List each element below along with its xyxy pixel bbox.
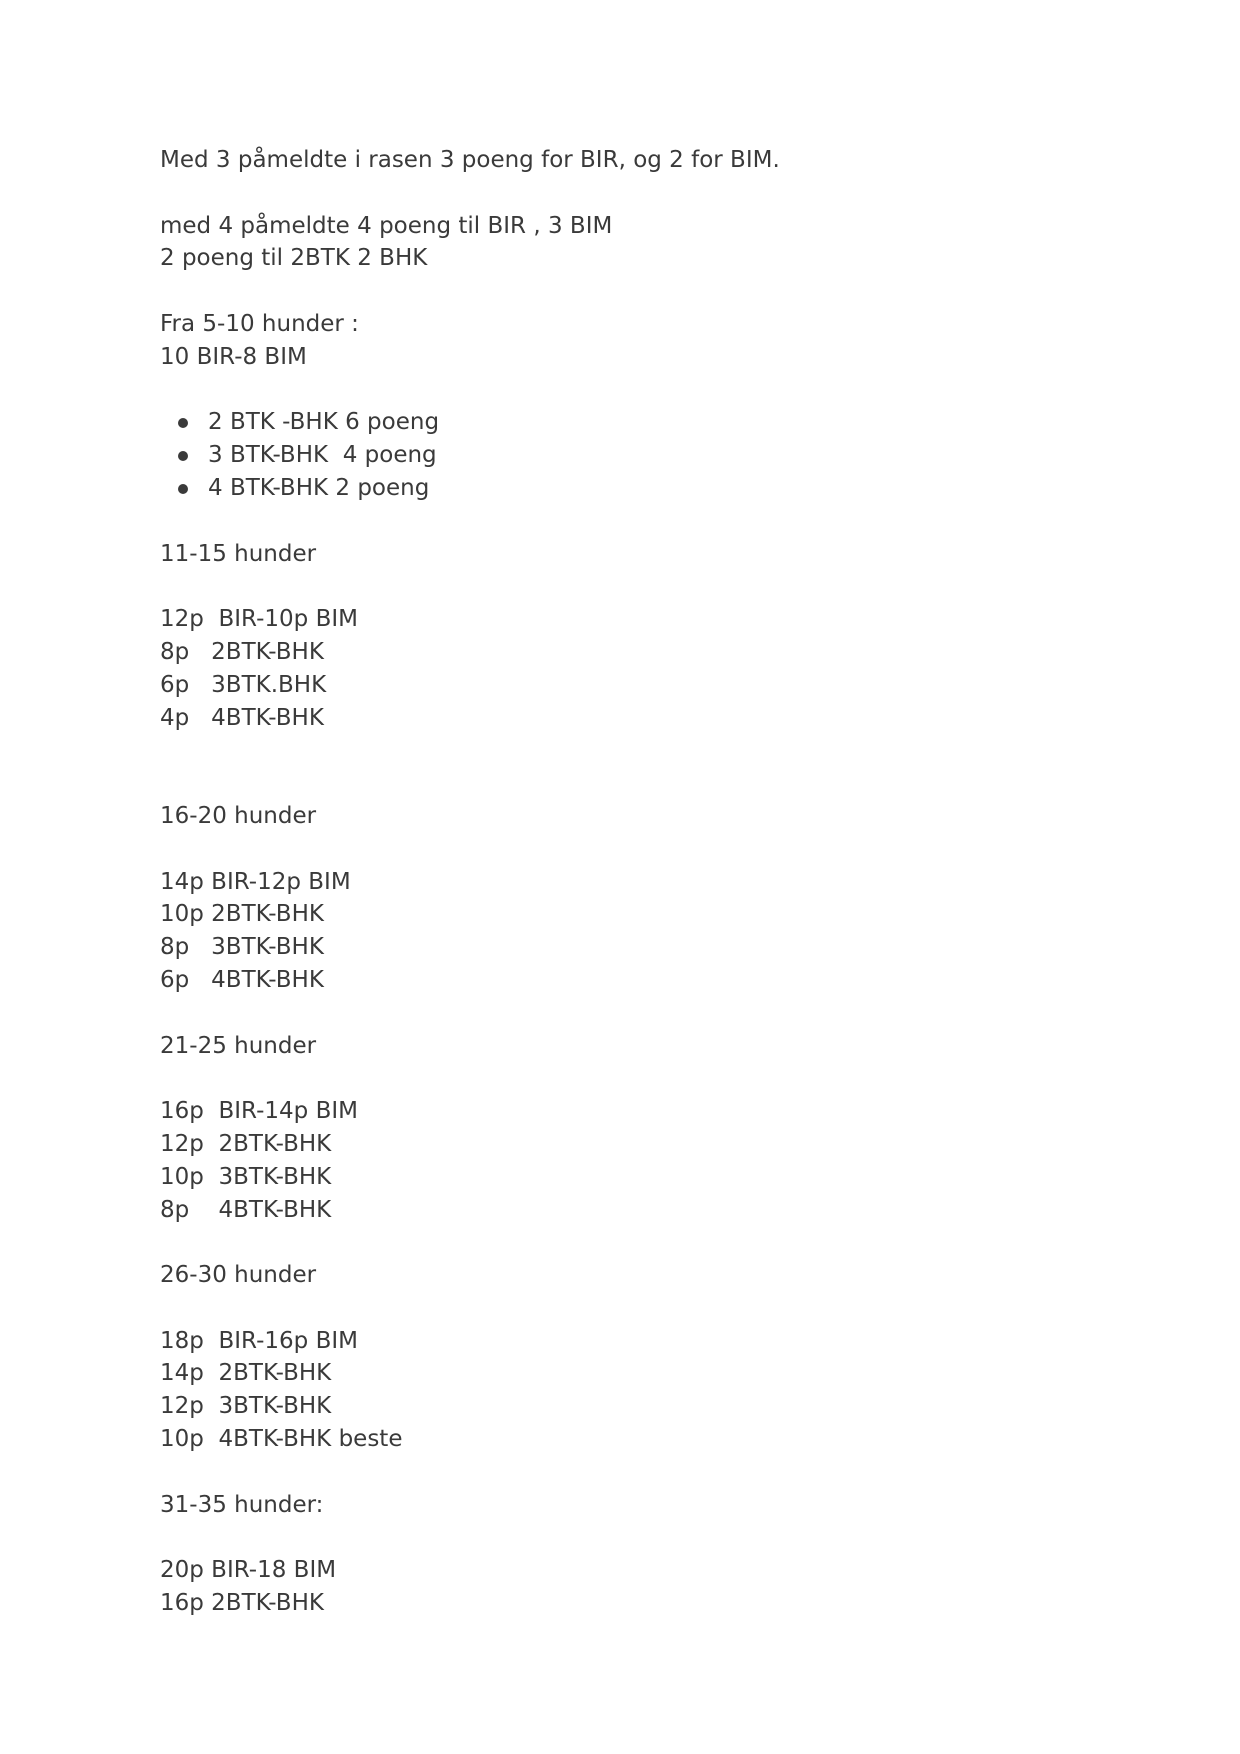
section-heading-31-35: 31-35 hunder: <box>160 1491 324 1518</box>
points-line: 6p 4BTK-BHK <box>160 966 324 993</box>
points-line: 12p 2BTK-BHK <box>160 1130 332 1157</box>
points-line: 14p BIR-12p BIM <box>160 868 351 895</box>
intro-line-1: Med 3 påmeldte i rasen 3 poeng for BIR, og 2 for BIM. <box>160 147 780 173</box>
intro-line-2: med 4 påmeldte 4 poeng til BIR , 3 BIM <box>160 212 613 239</box>
blank-line <box>160 570 1160 603</box>
blank-line <box>160 1226 1160 1259</box>
bullet-item <box>160 439 1160 472</box>
section-heading-5-10: Fra 5-10 hunder : <box>160 310 359 337</box>
bullet-item <box>160 406 1160 439</box>
bullet-text: 2 BTK -BHK 6 poeng <box>208 409 440 436</box>
bullet-text: 3 BTK-BHK 4 poeng <box>208 442 437 469</box>
section-heading-26-30: 26-30 hunder <box>160 1262 317 1289</box>
points-line: 16p BIR-14p BIM <box>160 1098 358 1125</box>
points-line: 10p 3BTK-BHK <box>160 1163 332 1190</box>
blank-line <box>160 275 1160 308</box>
blank-line <box>160 767 1160 800</box>
blank-line <box>160 177 1160 210</box>
blank-line <box>160 1062 1160 1095</box>
document-body <box>160 144 1160 1620</box>
blank-line <box>160 505 1160 538</box>
bullet-dot-icon <box>178 418 188 428</box>
bullet-dot-icon <box>178 451 188 461</box>
blank-line <box>160 1292 1160 1325</box>
blank-line <box>160 734 1160 767</box>
blank-line <box>160 1456 1160 1489</box>
blank-line <box>160 833 1160 866</box>
points-line: 12p BIR-10p BIM <box>160 606 358 633</box>
points-line: 14p 2BTK-BHK <box>160 1360 332 1387</box>
blank-line <box>160 997 1160 1030</box>
points-line: 8p 3BTK-BHK <box>160 934 324 961</box>
blank-line <box>160 1521 1160 1554</box>
points-line: 4p 4BTK-BHK <box>160 704 324 731</box>
intro-line-3: 2 poeng til 2BTK 2 BHK <box>160 245 428 272</box>
section-heading-11-15: 11-15 hunder <box>160 540 317 567</box>
points-line: 16p 2BTK-BHK <box>160 1590 324 1617</box>
blank-line <box>160 374 1160 407</box>
points-line: 8p 2BTK-BHK <box>160 638 324 665</box>
bullet-list <box>160 406 1160 504</box>
points-line: 20p BIR-18 BIM <box>160 1557 337 1584</box>
points-line: 10p 4BTK-BHK beste <box>160 1426 403 1453</box>
bullet-item <box>160 472 1160 505</box>
bullet-text: 4 BTK-BHK 2 poeng <box>208 474 430 501</box>
points-line: 8p 4BTK-BHK <box>160 1196 332 1223</box>
points-line: 12p 3BTK-BHK <box>160 1393 332 1420</box>
section-heading-16-20: 16-20 hunder <box>160 802 317 829</box>
points-line: 18p BIR-16p BIM <box>160 1327 358 1354</box>
points-line: 10 BIR-8 BIM <box>160 343 307 370</box>
points-line: 6p 3BTK.BHK <box>160 671 327 698</box>
bullet-dot-icon <box>178 484 188 494</box>
section-heading-21-25: 21-25 hunder <box>160 1032 317 1059</box>
points-line: 10p 2BTK-BHK <box>160 901 324 928</box>
